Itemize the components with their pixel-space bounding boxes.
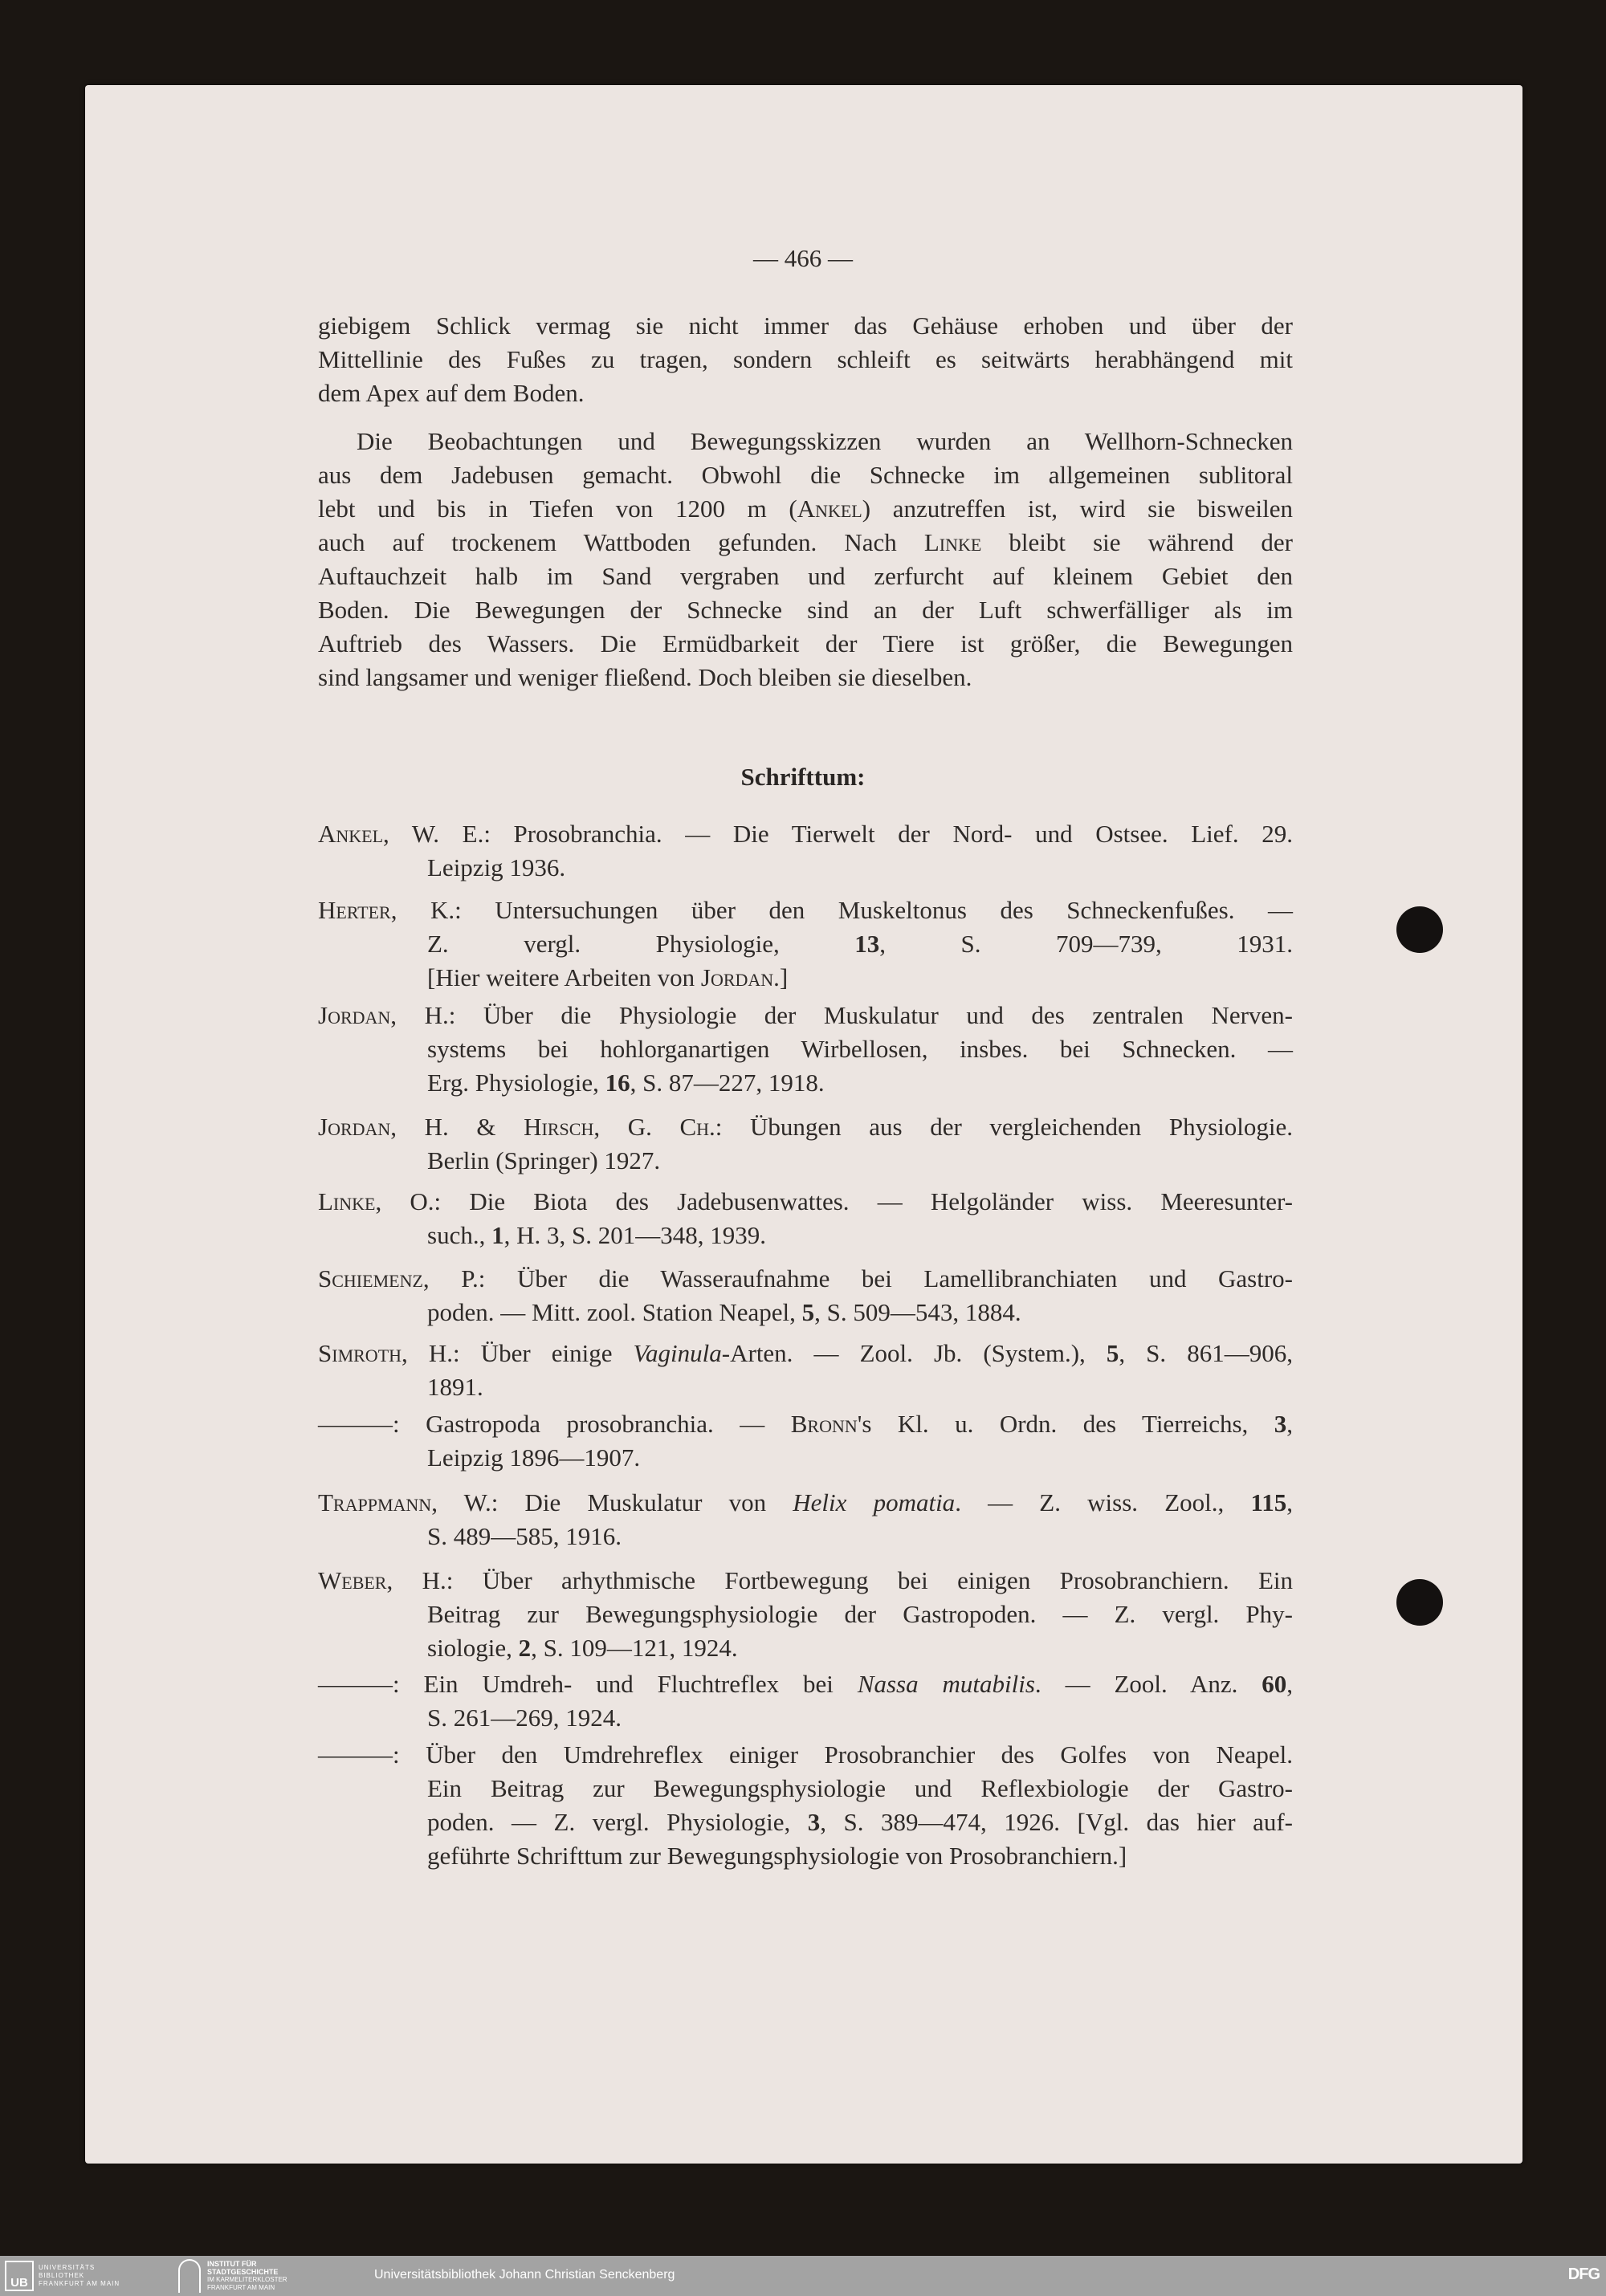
text-segment: bleibt sie während der xyxy=(981,528,1293,556)
author-name: Schiemenz xyxy=(318,1264,423,1293)
text-segment: , H.: Über arhythmische Fortbewegung bei einigen Prosobranchiern. Ein xyxy=(386,1566,1293,1594)
text-segment: , H.: Über die Physiologie der Muskulatur und des zentralen Nerven- xyxy=(390,1001,1293,1029)
punch-hole xyxy=(1396,1579,1443,1626)
text-segment: , S. 389—474, 1926. [Vgl. das hier auf- xyxy=(820,1808,1293,1836)
author-name: Ankel xyxy=(318,820,384,848)
reference-line xyxy=(318,1110,1293,1144)
text-segment: systems bei hohlorganartigen Wirbellosen, insbes. bei Schnecken. — xyxy=(427,1035,1293,1063)
text-segment: -Arten. — Zool. Jb. (System.), xyxy=(721,1339,1107,1367)
paragraph-line xyxy=(318,627,1293,661)
text-segment: sind langsamer und weniger fließend. Doch bleiben sie dieselben. xyxy=(318,663,972,691)
text-segment: , W. E.: Prosobranchia. — Die Tierwelt der Nord- und Ostsee. Lief. 29. xyxy=(383,820,1293,848)
text-segment: ———: Gastropoda prosobranchia. — xyxy=(318,1410,791,1438)
isg-logo-line: IM KARMELITERKLOSTER xyxy=(207,2276,287,2283)
author-name: Linke xyxy=(318,1187,376,1215)
author-name: Linke xyxy=(923,528,982,556)
text-segment: Leipzig 1936. xyxy=(427,853,566,881)
volume-number: 115 xyxy=(1250,1488,1287,1516)
text-segment: , H.: Über einige xyxy=(402,1339,634,1367)
reference-line xyxy=(318,1032,1293,1066)
text-segment: , O.: Die Biota des Jadebusenwattes. — Helgoländer wiss. Meeresunter- xyxy=(375,1187,1293,1215)
author-name: Jordan xyxy=(318,1001,391,1029)
isg-logo-line: STADTGESCHICHTE xyxy=(207,2268,279,2276)
text-segment: Die Beobachtungen und Bewegungsskizzen wurden an Wellhorn-Schnecken xyxy=(357,427,1293,455)
reference-line xyxy=(318,1337,1293,1370)
isg-arch-icon xyxy=(178,2259,201,2293)
text-segment: poden. — Z. vergl. Physiologie, xyxy=(427,1808,808,1836)
author-name: Jordan xyxy=(700,963,774,991)
section-heading: Schrifttum: xyxy=(740,763,866,791)
dfg-logo[interactable]: DFG xyxy=(1567,2265,1600,2283)
text-segment: lebt und bis in Tiefen von 1200 m ( xyxy=(318,495,797,523)
reference-line xyxy=(318,1738,1293,1772)
paragraph xyxy=(318,425,1293,694)
volume-number: 60 xyxy=(1262,1670,1287,1698)
paragraph-line xyxy=(318,425,1293,458)
reference-entry xyxy=(318,1337,1293,1404)
reference-entry xyxy=(318,1185,1293,1252)
author-name: Bronn xyxy=(790,1410,858,1438)
text-segment: S. 489—585, 1916. xyxy=(427,1522,622,1550)
reference-line xyxy=(318,1772,1293,1805)
reference-entry xyxy=(318,1407,1293,1475)
page-number: — 466 — xyxy=(753,244,853,272)
text-segment: Boden. Die Bewegungen der Schnecke sind an der Luft schwerfälliger als im xyxy=(318,596,1293,624)
isg-logo-line: INSTITUT FÜR xyxy=(207,2260,257,2268)
text-segment: .] xyxy=(773,963,789,991)
paragraph-line xyxy=(318,526,1293,560)
author-name: Trappmann xyxy=(318,1488,432,1516)
reference-entry xyxy=(318,999,1293,1100)
text-segment: , H. 3, S. 201—348, 1939. xyxy=(503,1221,766,1249)
text-segment: [Hier weitere Arbeiten von xyxy=(427,963,701,991)
reference-entry xyxy=(318,1564,1293,1665)
reference-line xyxy=(318,1219,1293,1252)
reference-line xyxy=(318,1296,1293,1329)
text-segment: ———: Ein Umdreh- und Fluchtreflex bei xyxy=(318,1670,858,1698)
author-name: Herter xyxy=(318,896,391,924)
paragraph-line xyxy=(318,458,1293,492)
ub-logo-mark: UB xyxy=(5,2261,34,2291)
text-segment: , W.: Die Muskulatur von xyxy=(431,1488,793,1516)
reference-entry xyxy=(318,1486,1293,1553)
reference-line xyxy=(318,1667,1293,1701)
reference-line xyxy=(318,1486,1293,1520)
text-segment: .: Übungen aus der vergleichenden Physiologie. xyxy=(709,1113,1293,1141)
text-segment: 's Kl. u. Ordn. des Tierreichs, xyxy=(857,1410,1274,1438)
paragraph-line xyxy=(318,377,1293,410)
text-segment: such., xyxy=(427,1221,492,1249)
text-segment: , S. 509—543, 1884. xyxy=(814,1298,1021,1326)
text-segment: , xyxy=(1286,1670,1293,1698)
reference-entry xyxy=(318,817,1293,885)
text-segment: Beitrag zur Bewegungsphysiologie der Gastropoden. — Z. vergl. Phy- xyxy=(427,1600,1293,1628)
text-segment: , P.: Über die Wasseraufnahme bei Lamellibranchiaten und Gastro- xyxy=(422,1264,1293,1293)
text-segment: , S. 709—739, 1931. xyxy=(879,930,1293,958)
text-segment: Leipzig 1896—1907. xyxy=(427,1443,641,1472)
text-segment: , S. 109—121, 1924. xyxy=(531,1634,738,1662)
paragraph-line xyxy=(318,560,1293,593)
italic-term: Helix pomatia xyxy=(793,1488,956,1516)
paragraph-line xyxy=(318,661,1293,694)
text-segment: Ein Beitrag zur Bewegungsphysiologie und Reflexbiologie der Gastro- xyxy=(427,1774,1293,1802)
punch-hole xyxy=(1396,906,1443,953)
reference-line xyxy=(318,1144,1293,1178)
text-segment: Mittellinie des Fußes zu tragen, sondern schleift es seitwärts herabhängend mit xyxy=(318,345,1293,373)
paragraph-line xyxy=(318,343,1293,377)
paragraph xyxy=(318,309,1293,410)
text-segment: auch auf trockenem Wattboden gefunden. Nach xyxy=(318,528,924,556)
reference-line xyxy=(318,817,1293,851)
reference-entry xyxy=(318,894,1293,995)
paragraph-line xyxy=(318,309,1293,343)
volume-number: 1 xyxy=(491,1221,504,1249)
italic-term: Vaginula xyxy=(633,1339,722,1367)
author-name: Hirsch xyxy=(524,1113,594,1141)
reference-line xyxy=(318,1407,1293,1441)
reference-entry xyxy=(318,1667,1293,1735)
ub-logo-line: BIBLIOTHEK xyxy=(39,2272,85,2279)
reference-line xyxy=(318,1839,1293,1873)
volume-number: 5 xyxy=(801,1298,815,1326)
library-name-link[interactable]: Universitätsbibliothek Johann Christian Senckenberg xyxy=(374,2268,675,2282)
text-segment: dem Apex auf dem Boden. xyxy=(318,379,585,407)
reference-line xyxy=(318,1441,1293,1475)
text-segment: , S. 861—906, xyxy=(1119,1339,1293,1367)
text-segment: Z. vergl. Physiologie, xyxy=(427,930,855,958)
text-segment: Auftauchzeit halb im Sand vergraben und zerfurcht auf kleinem Gebiet den xyxy=(318,562,1293,590)
ub-logo-line: UNIVERSITÄTS xyxy=(39,2264,96,2271)
volume-number: 2 xyxy=(518,1634,532,1662)
isg-logo-line: FRANKFURT AM MAIN xyxy=(207,2284,275,2291)
text-segment: , K.: Untersuchungen über den Muskeltonus des Schneckenfußes. — xyxy=(390,896,1293,924)
volume-number: 5 xyxy=(1106,1339,1119,1367)
text-segment: . — Z. wiss. Zool., xyxy=(955,1488,1251,1516)
text-segment: siologie, xyxy=(427,1634,519,1662)
text-segment: Erg. Physiologie, xyxy=(427,1069,605,1097)
reference-line xyxy=(318,927,1293,961)
text-segment: Berlin (Springer) 1927. xyxy=(427,1146,661,1174)
author-name: Weber xyxy=(318,1566,387,1594)
paragraph-line xyxy=(318,593,1293,627)
reference-line xyxy=(318,999,1293,1032)
reference-line xyxy=(318,1631,1293,1665)
reference-line xyxy=(318,1805,1293,1839)
reference-entry xyxy=(318,1738,1293,1873)
reference-line xyxy=(318,1262,1293,1296)
volume-number: 13 xyxy=(854,930,880,958)
author-name: Simroth xyxy=(318,1339,402,1367)
text-segment: Auftrieb des Wassers. Die Ermüdbarkeit der Tiere ist größer, die Bewegungen xyxy=(318,629,1293,657)
paragraph-line xyxy=(318,492,1293,526)
text-segment: ) anzutreffen ist, wird sie bisweilen xyxy=(862,495,1293,523)
text-segment: , xyxy=(1286,1410,1294,1438)
text-segment: geführte Schrifttum zur Bewegungsphysiologie von Prosobranchiern.] xyxy=(427,1842,1127,1870)
volume-number: 3 xyxy=(807,1808,821,1836)
text-segment: giebigem Schlick vermag sie nicht immer das Gehäuse erhoben und über der xyxy=(318,311,1293,340)
ub-logo[interactable] xyxy=(5,2261,120,2291)
text-segment: S. 261—269, 1924. xyxy=(427,1704,622,1732)
italic-term: Nassa mutabilis xyxy=(857,1670,1035,1698)
reference-entry xyxy=(318,1262,1293,1329)
reference-line xyxy=(318,1370,1293,1404)
reference-line xyxy=(318,1185,1293,1219)
text-segment: poden. — Mitt. zool. Station Neapel, xyxy=(427,1298,802,1326)
reference-line xyxy=(318,1701,1293,1735)
text-segment: , H. & xyxy=(390,1113,524,1141)
reference-line xyxy=(318,1066,1293,1100)
reference-line xyxy=(318,1564,1293,1598)
text-segment: , xyxy=(1286,1488,1293,1516)
reference-line xyxy=(318,894,1293,927)
ub-logo-line: FRANKFURT AM MAIN xyxy=(39,2280,120,2287)
author-name: Ankel xyxy=(797,495,862,523)
text-segment: aus dem Jadebusen gemacht. Obwohl die Schnecke im allgemeinen sublitoral xyxy=(318,461,1293,489)
text-segment: , S. 87—227, 1918. xyxy=(630,1069,825,1097)
reference-line xyxy=(318,1598,1293,1631)
text-segment: . — Zool. Anz. xyxy=(1034,1670,1262,1698)
reference-line xyxy=(318,851,1293,885)
reference-line xyxy=(318,1520,1293,1553)
footer-bar xyxy=(0,2256,1606,2296)
reference-line xyxy=(318,961,1293,995)
author-name: Ch xyxy=(679,1113,710,1141)
text-segment: ———: Über den Umdrehreflex einiger Prosobranchier des Golfes von Neapel. xyxy=(318,1740,1293,1769)
text-segment: 1891. xyxy=(427,1373,483,1401)
volume-number: 16 xyxy=(605,1069,630,1097)
author-name: Jordan xyxy=(318,1113,391,1141)
text-segment: , G. xyxy=(593,1113,680,1141)
reference-entry xyxy=(318,1110,1293,1178)
isg-logo[interactable] xyxy=(178,2259,287,2293)
volume-number: 3 xyxy=(1274,1410,1287,1438)
